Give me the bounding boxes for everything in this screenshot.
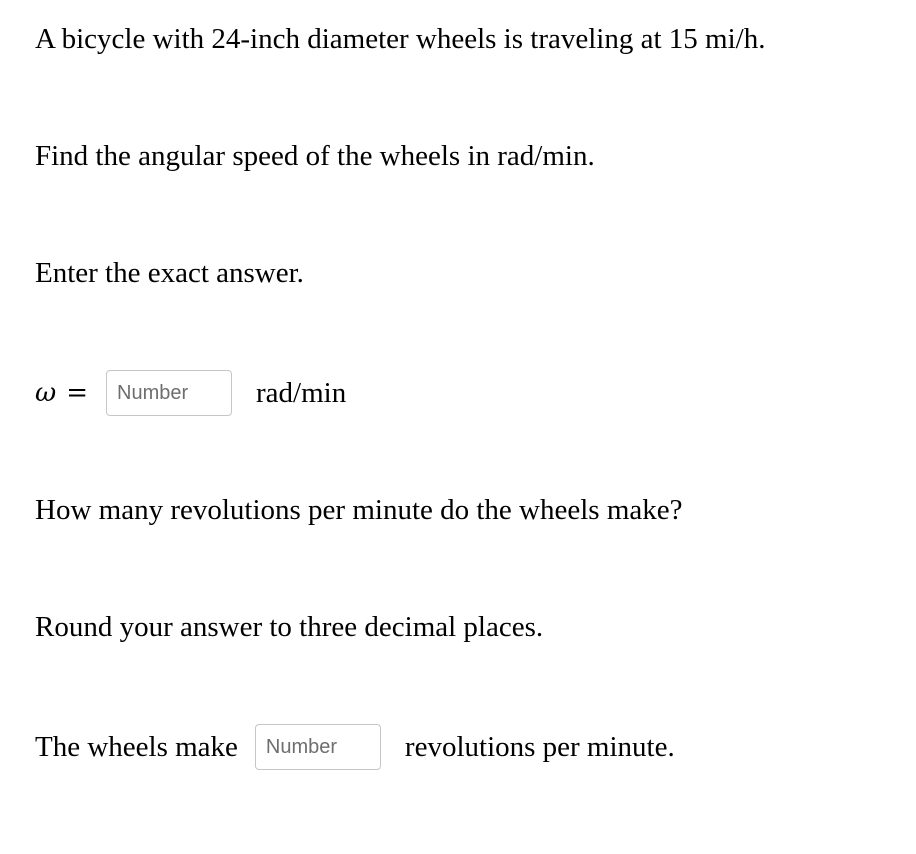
revolutions-prefix: The wheels make [35, 730, 238, 763]
omega-symbol: ω [35, 378, 57, 408]
part1-prompt: Find the angular speed of the wheels in rad/min. [35, 140, 595, 172]
angular-speed-input[interactable] [106, 370, 232, 416]
part1-instruction: Enter the exact answer. [35, 257, 304, 289]
equals-sign: = [66, 378, 88, 408]
part2-prompt: How many revolutions per minute do the wheels make? [35, 494, 683, 526]
problem-statement: A bicycle with 24-inch diameter wheels is traveling at 15 mi/h. [35, 23, 766, 55]
revolutions-suffix: revolutions per minute. [404, 730, 675, 763]
angular-speed-answer-row [35, 370, 346, 416]
revolutions-answer-row [35, 724, 675, 770]
revolutions-input[interactable] [255, 724, 381, 770]
part2-instruction: Round your answer to three decimal places. [35, 611, 544, 643]
angular-speed-unit: rad/min [256, 376, 347, 409]
